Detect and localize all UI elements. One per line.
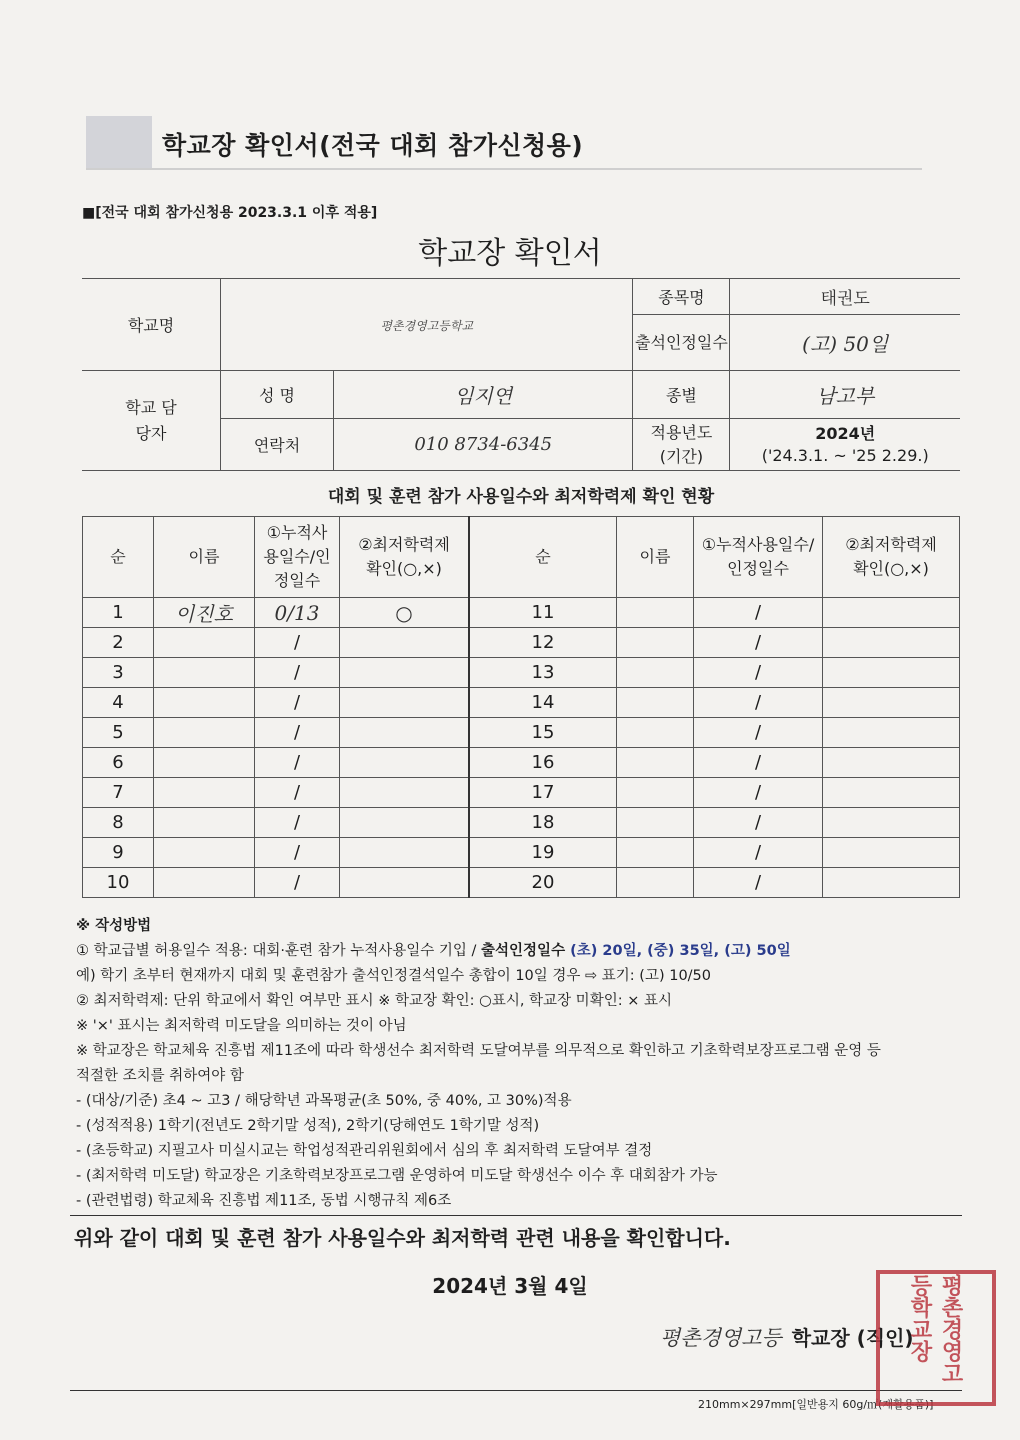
row-no: 15 (469, 718, 617, 748)
usage-table (82, 516, 960, 898)
row-name (154, 628, 255, 658)
row-days: / (255, 658, 340, 688)
row-days: / (694, 778, 823, 808)
row-check (823, 808, 960, 838)
row-name (154, 688, 255, 718)
row-no: 6 (83, 748, 154, 778)
row-name (154, 718, 255, 748)
row-no: 3 (83, 658, 154, 688)
row-days: / (255, 628, 340, 658)
row-days: / (694, 838, 823, 868)
row-days: / (694, 628, 823, 658)
row-days: / (694, 808, 823, 838)
category-label: 종별 (633, 371, 730, 419)
row-no: 7 (83, 778, 154, 808)
usage-table-body (83, 598, 960, 898)
note-6: 적절한 조치를 취하여야 함 (76, 1068, 244, 1084)
contact-value: 010 8734-6345 (414, 434, 553, 455)
row-name (154, 778, 255, 808)
name-value: 임지연 (454, 384, 513, 408)
row-no: 11 (469, 598, 617, 628)
sport-label: 종목명 (633, 279, 730, 315)
note-4: ※ '×' 표시는 최저학력 미도달을 의미하는 것이 아님 (76, 1018, 407, 1034)
col-name-left: 이름 (154, 517, 255, 598)
row-days: / (255, 808, 340, 838)
row-check (340, 688, 470, 718)
row-check (340, 868, 470, 898)
applicability-note: ■[전국 대회 참가신청용 2023.3.1 이후 적용] (82, 205, 378, 221)
row-name (617, 808, 694, 838)
table-row (83, 838, 960, 868)
row-check (340, 718, 470, 748)
table-row (83, 778, 960, 808)
table-row (83, 748, 960, 778)
row-name (617, 748, 694, 778)
year-range: ('24.3.1. ~ '25 2.29.) (761, 445, 929, 465)
col-days-left: ①누적사용일수/인정일수 (263, 523, 331, 590)
row-name: 이진호 (154, 598, 255, 628)
header-title: 학교장 확인서(전국 대회 참가신청용) (162, 131, 584, 160)
row-no: 2 (83, 628, 154, 658)
row-name (617, 598, 694, 628)
col-check-right: ②최저학력제 확인(○,×) (845, 535, 937, 578)
row-name (154, 838, 255, 868)
row-no: 18 (469, 808, 617, 838)
note-9: - (초등학교) 지필고사 미실시교는 학업성적관리위원회에서 심의 후 최저학력 도달여부 결정 (76, 1143, 653, 1159)
row-no: 8 (83, 808, 154, 838)
school-value: 평촌경영고등학교 (380, 319, 474, 333)
row-no: 19 (469, 838, 617, 868)
year-label: 적용년도 (기간) (650, 422, 713, 466)
signature-school: 평촌경영고등 (660, 1326, 782, 1350)
notes-title: ※ 작성방법 (76, 918, 152, 934)
row-days: / (255, 778, 340, 808)
instructions (76, 914, 976, 1214)
row-days: / (694, 658, 823, 688)
row-check (340, 778, 470, 808)
row-check (340, 838, 470, 868)
row-check (823, 718, 960, 748)
row-no: 12 (469, 628, 617, 658)
document-header (86, 116, 922, 170)
issue-date: 2024년 3월 4일 (432, 1274, 588, 1298)
row-name (154, 808, 255, 838)
row-days: / (694, 868, 823, 898)
row-days: / (694, 688, 823, 718)
row-name (617, 658, 694, 688)
row-name (617, 868, 694, 898)
note-2: 예) 학기 초부터 현재까지 대회 및 훈련참가 출석인정결석일수 총합이 10일 경우 ⇨ 표기: (고) 10/50 (76, 968, 712, 984)
row-no: 20 (469, 868, 617, 898)
row-days: / (255, 748, 340, 778)
sport-value: 태권도 (820, 289, 870, 309)
attend-label: 출석인정일수 (633, 315, 730, 371)
note-3: ② 최저학력제: 단위 학교에서 확인 여부만 표시 ※ 학교장 확인: ○표시, 학교장 미확인: × 표시 (76, 993, 672, 1009)
row-check (823, 838, 960, 868)
table-row (83, 658, 960, 688)
note-5: ※ 학교장은 학교체육 진흥법 제11조에 따라 학생선수 최저학력 도달여부를 의무적으로 확인하고 기초학력보장프로그램 운영 등 (76, 1043, 881, 1059)
paper-spec: 210mm×297mm[일반용지 60g/㎡(재활용품)] (698, 1398, 934, 1411)
table-row (83, 808, 960, 838)
row-check (823, 628, 960, 658)
row-days: / (255, 718, 340, 748)
note-7: - (대상/기준) 초4 ~ 고3 / 해당학년 과목평균(초 50%, 중 40%, 고 30%)적용 (76, 1093, 572, 1109)
col-no-left: 순 (83, 517, 154, 598)
table-row (83, 688, 960, 718)
section-title: 대회 및 훈련 참가 사용일수와 최저학력제 확인 현황 (327, 487, 715, 507)
year-value: 2024년 (815, 423, 876, 443)
row-days: / (694, 598, 823, 628)
attend-value: (고) 50일 (802, 332, 889, 356)
row-name (154, 868, 255, 898)
divider-bottom (70, 1390, 962, 1391)
row-days: / (255, 688, 340, 718)
main-title: 학교장 확인서 (418, 236, 602, 271)
row-no: 16 (469, 748, 617, 778)
row-no: 13 (469, 658, 617, 688)
row-name (617, 778, 694, 808)
note-8: - (성적적용) 1학기(전년도 2학기말 성적), 2학기(당해연도 1학기말 성적) (76, 1118, 540, 1134)
signature-role: 학교장 (직인) (791, 1326, 914, 1350)
row-name (617, 688, 694, 718)
category-value: 남고부 (816, 384, 875, 408)
row-name (617, 838, 694, 868)
row-no: 5 (83, 718, 154, 748)
contact-label: 연락처 (221, 419, 334, 471)
row-no: 1 (83, 598, 154, 628)
row-name (617, 718, 694, 748)
table-row (83, 868, 960, 898)
row-check (823, 688, 960, 718)
row-no: 17 (469, 778, 617, 808)
row-name (154, 658, 255, 688)
seal-text: 평촌경영고등학교장 (907, 1274, 964, 1384)
row-check (340, 808, 470, 838)
col-days-right: ①누적사용일수/인정일수 (701, 535, 815, 578)
col-no-right: 순 (469, 517, 617, 598)
school-label: 학교명 (82, 279, 221, 371)
row-no: 9 (83, 838, 154, 868)
row-check (823, 868, 960, 898)
row-check (823, 748, 960, 778)
col-name-right: 이름 (617, 517, 694, 598)
confirm-statement: 위와 같이 대회 및 훈련 참가 사용일수와 최저학력 관련 내용을 확인합니다. (74, 1226, 731, 1250)
row-check (340, 748, 470, 778)
header-gray-block (86, 116, 152, 168)
row-days: / (694, 748, 823, 778)
row-check (340, 658, 470, 688)
note-10: - (최저학력 미도달) 학교장은 기초학력보장프로그램 운영하여 미도달 학생선수 이수 후 대회참가 가능 (76, 1168, 718, 1184)
row-days: 0/13 (255, 598, 340, 628)
row-days: / (255, 868, 340, 898)
manager-label: 학교 담당자 (125, 397, 177, 443)
row-days: / (694, 718, 823, 748)
row-no: 4 (83, 688, 154, 718)
row-check: ○ (340, 598, 470, 628)
col-check-left: ②최저학력제 확인(○,×) (358, 535, 450, 578)
row-no: 14 (469, 688, 617, 718)
row-name (154, 748, 255, 778)
table-row (83, 628, 960, 658)
note-1: ① 학교급별 허용일수 적용: 대회·훈련 참가 누적사용일수 기입 / 출석인정일수 (초) 20일, (중) 35일, (고) 50일 (76, 943, 791, 959)
name-label: 성 명 (221, 371, 334, 419)
table-row (83, 598, 960, 628)
official-seal (876, 1270, 996, 1406)
row-days: / (255, 838, 340, 868)
info-table (82, 278, 960, 471)
row-check (823, 778, 960, 808)
row-no: 10 (83, 868, 154, 898)
row-check (823, 658, 960, 688)
row-name (617, 628, 694, 658)
table-row (83, 718, 960, 748)
row-check (340, 628, 470, 658)
note-11: - (관련법령) 학교체육 진흥법 제11조, 동법 시행규칙 제6조 (76, 1193, 452, 1209)
divider-top (70, 1215, 962, 1216)
row-check (823, 598, 960, 628)
